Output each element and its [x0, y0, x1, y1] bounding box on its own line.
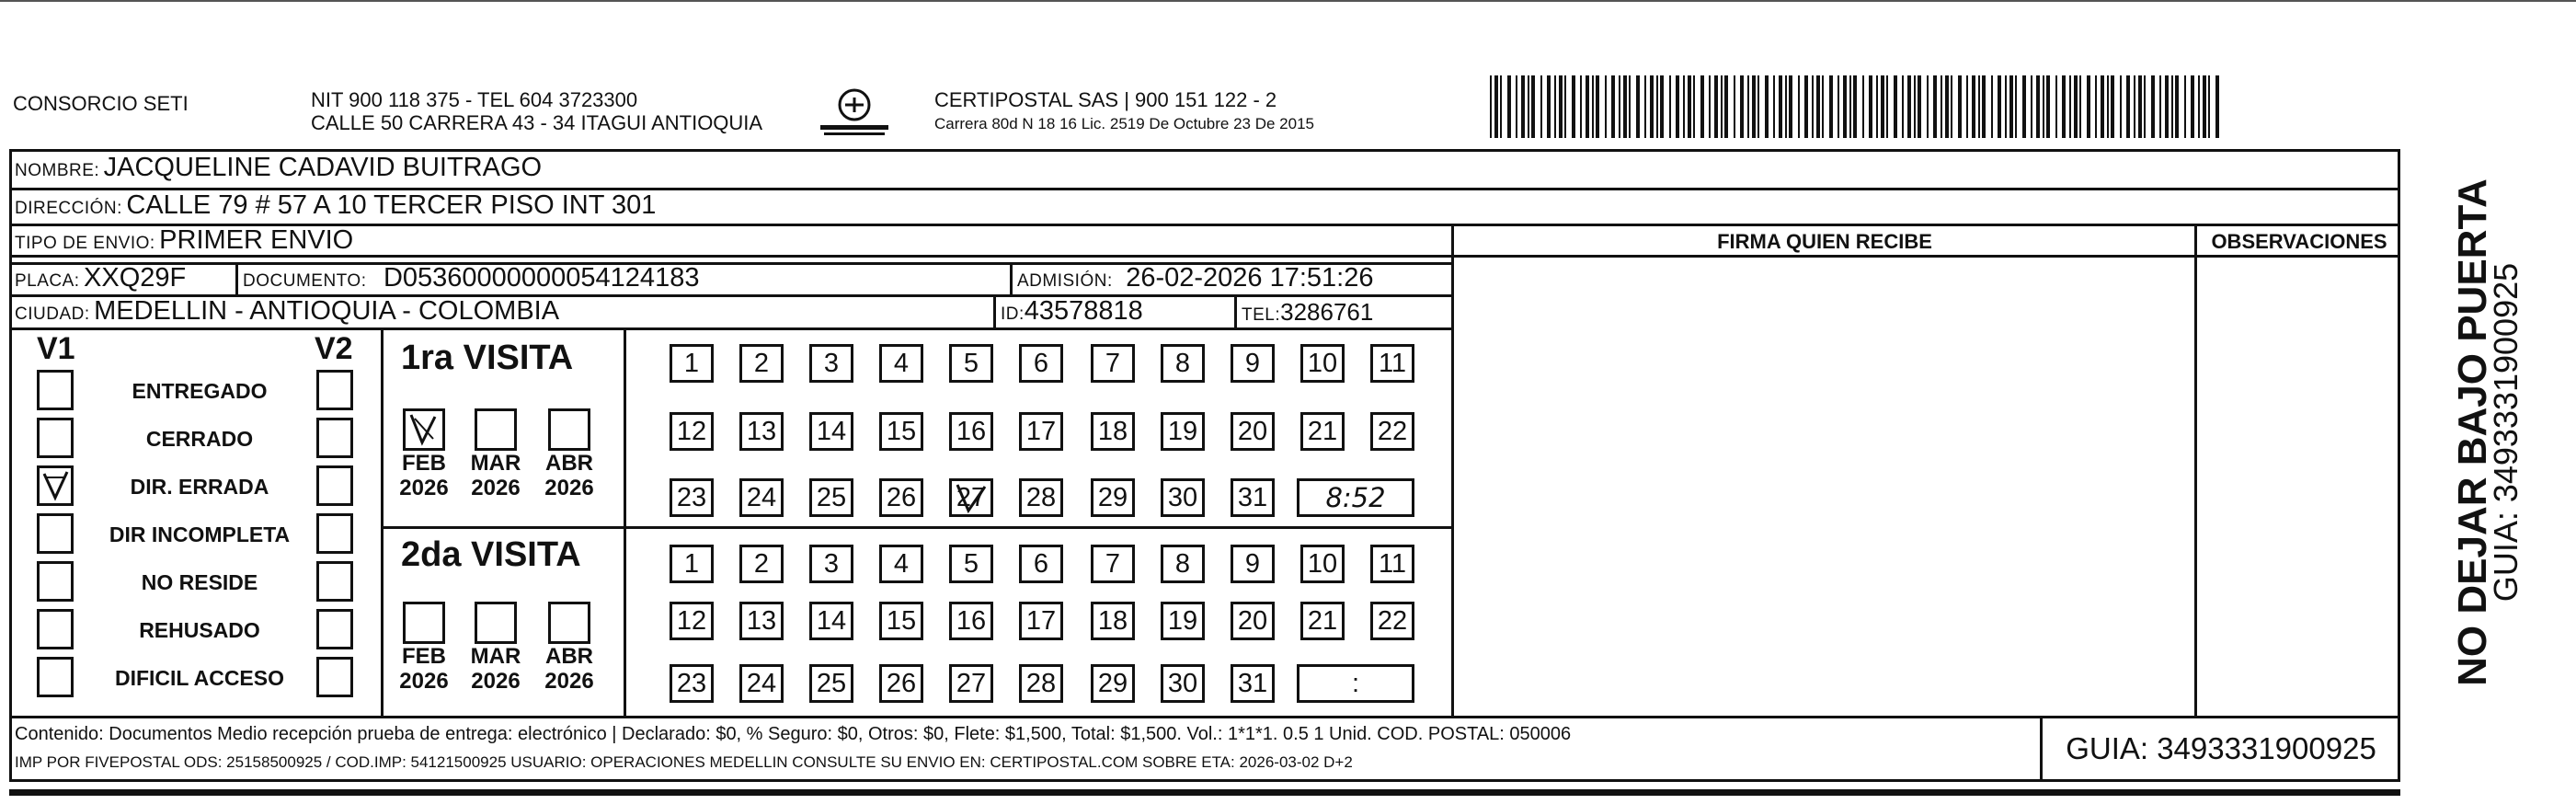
visit1-day-9[interactable]: 9 — [1231, 344, 1275, 383]
barcode-bar — [1876, 75, 1878, 138]
month-name: ABR — [545, 644, 593, 669]
tel-cell — [1242, 298, 1373, 327]
status-label-1: ENTREGADO — [132, 379, 268, 403]
barcode-bar — [2095, 75, 2097, 138]
visit1-day-12[interactable]: 12 — [670, 412, 714, 451]
documento-value: D05360000000054124183 — [383, 263, 700, 293]
ciudad-label: CIUDAD: — [15, 304, 90, 324]
barcode-bar — [2046, 75, 2050, 138]
visit2-day-22[interactable]: 22 — [1370, 602, 1414, 640]
bottom-edge-line — [9, 789, 2400, 796]
barcode-bar — [2198, 75, 2200, 138]
first-visit-title: 1ra VISITA — [401, 339, 574, 377]
barcode-bar — [2101, 75, 2104, 138]
visit2-day-19[interactable]: 19 — [1161, 602, 1205, 640]
barcode-bar — [2165, 75, 2169, 138]
v1-checkbox-5[interactable] — [37, 561, 74, 602]
barcode-bar — [2134, 75, 2135, 138]
check-mark-icon — [954, 481, 992, 514]
barcode-bar — [1907, 75, 1911, 138]
barcode-bar — [1982, 75, 1986, 138]
barcode-bar — [1500, 75, 1502, 138]
certipostal-line: CERTIPOSTAL SAS | 900 151 122 - 2 — [934, 88, 1277, 111]
day-number: 27 — [956, 483, 987, 512]
footer-content-line: Contenido: Documentos Medio recepción prueba de entrega: electrónico | Declarado: $0, % Seguro: $0, Otros: $0, Flete: $1,500, Total: $1,500. Vol.: 1*1*1. 0.5 1 Unid. COD. POSTAL: 050006 — [15, 724, 1572, 744]
visit1-day-23[interactable]: 23 — [670, 478, 714, 517]
barcode-bar — [1521, 75, 1525, 138]
check-mark-icon — [40, 468, 71, 503]
barcode-bar — [2079, 75, 2081, 138]
visit2-day-10[interactable]: 10 — [1300, 545, 1345, 583]
firma-header: FIRMA QUIEN RECIBE — [1717, 230, 1932, 253]
visit1-day-26[interactable]: 26 — [879, 478, 923, 517]
barcode-bar — [1757, 75, 1759, 138]
side-guia: GUIA: 3493331900925 — [2487, 262, 2524, 603]
visit1-month-box-abr[interactable] — [548, 408, 590, 451]
visit2-day-31[interactable]: 31 — [1231, 664, 1275, 703]
month-year: 2026 — [544, 476, 594, 500]
tel-value: 3286761 — [1280, 298, 1374, 326]
observaciones-area[interactable] — [2198, 258, 2399, 714]
barcode-bar — [2191, 75, 2194, 138]
visit1-day-13[interactable]: 13 — [739, 412, 784, 451]
visit1-month-label-feb — [392, 451, 456, 500]
admision-value: 26-02-2026 17:51:26 — [1126, 263, 1374, 293]
visit1-day-6[interactable]: 6 — [1019, 344, 1063, 383]
second-visit-title: 2da VISITA — [401, 535, 581, 574]
month-name: MAR — [470, 451, 521, 476]
visit1-day-2[interactable]: 2 — [739, 344, 784, 383]
barcode-bar — [1998, 75, 2001, 138]
observaciones-header: OBSERVACIONES — [2211, 230, 2387, 253]
visit2-day-21[interactable]: 21 — [1300, 602, 1345, 640]
address-line: CALLE 50 CARRERA 43 - 34 ITAGUI ANTIOQUIA — [311, 111, 763, 134]
visit1-month-label-mar — [464, 451, 528, 500]
barcode-bar — [2055, 75, 2057, 138]
visit2-month-label-mar — [464, 644, 528, 694]
id-label: ID: — [1001, 304, 1025, 324]
barcode-bar — [2171, 75, 2173, 138]
visit1-month-box-mar[interactable] — [475, 408, 517, 451]
barcode-bar — [1693, 75, 1695, 138]
barcode-bar — [1798, 75, 1800, 138]
visit1-day-21[interactable]: 21 — [1300, 412, 1345, 451]
barcode-bar — [1829, 75, 1833, 138]
barcode-bar — [1605, 75, 1607, 138]
status-label-3: DIR. ERRADA — [130, 475, 269, 499]
barcode-bar — [1869, 75, 1872, 138]
observaciones-column-divider — [2194, 224, 2197, 716]
barcode-bar — [2175, 75, 2179, 138]
barcode-bar — [2036, 75, 2040, 138]
visit2-day-7[interactable]: 7 — [1091, 545, 1135, 583]
v1-label: V1 — [37, 331, 75, 366]
tipo-label: TIPO DE ENVIO: — [15, 234, 155, 253]
v1-checkbox-3[interactable] — [37, 465, 74, 506]
direccion-value: CALLE 79 # 57 A 10 TERCER PISO INT 301 — [126, 190, 657, 220]
barcode-bar — [1785, 75, 1787, 138]
barcode-bar — [1765, 75, 1769, 138]
certipostal-logo — [815, 86, 894, 144]
status-label-5: NO RESIDE — [141, 570, 258, 594]
visit2-day-3[interactable]: 3 — [809, 545, 853, 583]
visit2-month-label-abr — [537, 644, 601, 694]
barcode-bar — [1494, 75, 1498, 138]
tipo-value: PRIMER ENVIO — [159, 225, 354, 255]
cell-divider — [235, 262, 238, 294]
barcode-bar — [2184, 75, 2186, 138]
barcode-bar — [1978, 75, 1980, 138]
visit2-month-box-abr[interactable] — [548, 602, 590, 644]
id-value: 43578818 — [1024, 296, 1143, 326]
barcode-bar — [1933, 75, 1937, 138]
placa-label: PLACA: — [15, 271, 80, 291]
visit1-day-22[interactable]: 22 — [1370, 412, 1414, 451]
barcode-bar — [1779, 75, 1782, 138]
barcode-bar — [1902, 75, 1904, 138]
barcode-bar — [1941, 75, 1942, 138]
barcode-bar — [1688, 75, 1691, 138]
barcode-bar — [1564, 75, 1566, 138]
visit2-day-8[interactable]: 8 — [1161, 545, 1205, 583]
visit1-day-19[interactable]: 19 — [1161, 412, 1205, 451]
v2-checkbox-6[interactable] — [316, 609, 353, 649]
nombre-value: JACQUELINE CADAVID BUITRAGO — [103, 153, 543, 182]
visit1-day-30[interactable]: 30 — [1161, 478, 1205, 517]
documento-label: DOCUMENTO: — [243, 271, 367, 291]
barcode-bar — [1822, 75, 1824, 138]
barcode-bar — [1516, 75, 1517, 138]
barcode-bar — [1636, 75, 1640, 138]
barcode-bar — [1700, 75, 1704, 138]
visit2-day-11[interactable]: 11 — [1370, 545, 1414, 583]
visit1-day-4[interactable]: 4 — [879, 344, 923, 383]
barcode-bar — [1918, 75, 1921, 138]
barcode-bar — [1747, 75, 1749, 138]
visit2-day-12[interactable]: 12 — [670, 602, 714, 640]
status-label-6: REHUSADO — [139, 618, 260, 642]
v1-checkbox-2[interactable] — [37, 418, 74, 458]
barcode-bar — [1714, 75, 1718, 138]
barcode-bar — [1669, 75, 1671, 138]
barcode-bar — [1528, 75, 1529, 138]
visit2-day-25[interactable]: 25 — [809, 664, 853, 703]
barcode-bar — [1838, 75, 1839, 138]
placa-cell — [15, 263, 186, 293]
barcode-bar — [1945, 75, 1949, 138]
barcode-bar — [1490, 75, 1492, 138]
v2-checkbox-4[interactable] — [316, 513, 353, 554]
visit2-day-18[interactable]: 18 — [1091, 602, 1135, 640]
barcode-bar — [1629, 75, 1631, 138]
row-divider — [9, 327, 1451, 330]
visit2-day-27[interactable]: 27 — [949, 664, 993, 703]
tipo-row — [15, 225, 353, 256]
barcode-bar — [1507, 75, 1511, 138]
nit-line: NIT 900 118 375 - TEL 604 3723300 — [311, 88, 638, 111]
barcode-bar — [2005, 75, 2007, 138]
barcode-bar — [2138, 75, 2142, 138]
barcode-bar — [1580, 75, 1582, 138]
barcode-bar — [1531, 75, 1535, 138]
visit1-day-24[interactable]: 24 — [739, 478, 784, 517]
barcode-bar — [2031, 75, 2032, 138]
footer-guia-divider — [2040, 716, 2043, 782]
row-divider — [9, 224, 2400, 226]
visit1-day-14[interactable]: 14 — [809, 412, 853, 451]
month-year: 2026 — [471, 476, 521, 500]
barcode-bar — [2087, 75, 2090, 138]
v2-label: V2 — [315, 331, 353, 366]
barcode-bar — [1812, 75, 1814, 138]
visit1-day-17[interactable]: 17 — [1019, 412, 1063, 451]
company-name: CONSORCIO SETI — [13, 92, 189, 115]
barcode-bar — [1972, 75, 1975, 138]
month-name: MAR — [470, 644, 521, 669]
barcode-bar — [1734, 75, 1735, 138]
barcode-bar — [2159, 75, 2161, 138]
barcode-bar — [1611, 75, 1615, 138]
v2-checkbox-2[interactable] — [316, 418, 353, 458]
firma-column-divider — [1451, 224, 1454, 716]
visit2-day-15[interactable]: 15 — [879, 602, 923, 640]
direccion-label: DIRECCIÓN: — [15, 199, 122, 218]
side-warning: NO DEJAR BAJO PUERTA — [2450, 178, 2495, 686]
visit2-day-16[interactable]: 16 — [949, 602, 993, 640]
v2-checkbox-1[interactable] — [316, 370, 353, 410]
barcode-bar — [1853, 75, 1857, 138]
visit1-day-8[interactable]: 8 — [1161, 344, 1205, 383]
barcode-bar — [1740, 75, 1744, 138]
ciudad-value: MEDELLIN - ANTIOQUIA - COLOMBIA — [94, 296, 560, 326]
barcode-bar — [2043, 75, 2044, 138]
visit2-day-5[interactable]: 5 — [949, 545, 993, 583]
barcode-bar — [1554, 75, 1556, 138]
barcode-bar — [1804, 75, 1808, 138]
visit2-day-1[interactable]: 1 — [670, 545, 714, 583]
barcode-bar — [1656, 75, 1658, 138]
admision-label: ADMISIÓN: — [1017, 271, 1113, 291]
visit2-month-box-mar[interactable] — [475, 602, 517, 644]
tel-label: TEL: — [1242, 305, 1281, 325]
barcode-bar — [1958, 75, 1962, 138]
visit2-day-2[interactable]: 2 — [739, 545, 784, 583]
side-vertical-block — [2410, 175, 2524, 690]
visit2-day-28[interactable]: 28 — [1019, 664, 1063, 703]
barcode-bar — [2022, 75, 2026, 138]
barcode-bar — [1683, 75, 1685, 138]
barcode-bar — [1724, 75, 1728, 138]
barcode-bar — [2120, 75, 2122, 138]
admision-cell — [1017, 263, 1373, 293]
v1-checkbox-7[interactable] — [37, 657, 74, 697]
visit1-day-25[interactable]: 25 — [809, 478, 853, 517]
barcode-bar — [2069, 75, 2071, 138]
visit2-month-label-feb — [392, 644, 456, 694]
v1-checkbox-6[interactable] — [37, 609, 74, 649]
barcode-bar — [2074, 75, 2078, 138]
direccion-row — [15, 190, 656, 221]
check-mark-icon — [406, 411, 442, 448]
cell-divider — [1234, 294, 1237, 327]
barcode-bar — [2144, 75, 2146, 138]
barcode-bar — [2062, 75, 2066, 138]
barcode-bar — [1966, 75, 1968, 138]
barcode-bar — [2126, 75, 2130, 138]
barcode-bar — [1644, 75, 1646, 138]
visit2-day-9[interactable]: 9 — [1231, 545, 1275, 583]
barcode-bar — [1586, 75, 1589, 138]
barcode-bar — [1843, 75, 1847, 138]
visit1-month-box-feb[interactable] — [403, 408, 445, 451]
barcode-bar — [2015, 75, 2017, 138]
v1-checkbox-1[interactable] — [37, 370, 74, 410]
visit1-day-3[interactable]: 3 — [809, 344, 853, 383]
barcode-bar — [1721, 75, 1723, 138]
visit1-day-28[interactable]: 28 — [1019, 478, 1063, 517]
license-line: Carrera 80d N 18 16 Lic. 2519 De Octubre 23 De 2015 — [934, 115, 1314, 132]
visit1-month-label-abr — [537, 451, 601, 500]
visit2-month-box-feb[interactable] — [403, 602, 445, 644]
footer-imp-line: IMP POR FIVEPOSTAL ODS: 25158500925 / COD.IMP: 54121500925 USUARIO: OPERACIONES MEDELLIN CONSULTE SU ENVIO EN: CERTIPOSTAL.COM SOBRE ETA: 2026-03-02 D+2 — [15, 753, 1353, 771]
visit-divider — [381, 526, 1451, 529]
placa-value: XXQ29F — [84, 263, 187, 293]
barcode-bar — [1849, 75, 1851, 138]
barcode-bar — [1914, 75, 1916, 138]
v2-checkbox-7[interactable] — [316, 657, 353, 697]
barcode-bar — [1991, 75, 1993, 138]
visit2-day-24[interactable]: 24 — [739, 664, 784, 703]
nombre-row — [15, 153, 542, 183]
barcode-bar — [1894, 75, 1897, 138]
barcode-bar — [1540, 75, 1542, 138]
visit2-day-4[interactable]: 4 — [879, 545, 923, 583]
v1-checkbox-4[interactable] — [37, 513, 74, 554]
id-cell — [1001, 296, 1143, 327]
month-year: 2026 — [471, 669, 521, 694]
visit1-day-18[interactable]: 18 — [1091, 412, 1135, 451]
barcode-bar — [2009, 75, 2013, 138]
barcode-bar — [1881, 75, 1884, 138]
month-year: 2026 — [544, 669, 594, 694]
visit2-time-box[interactable]: : — [1297, 664, 1414, 703]
barcode-bar — [1862, 75, 1864, 138]
barcode-bar — [1547, 75, 1551, 138]
ciudad-cell — [15, 296, 559, 327]
visit2-day-29[interactable]: 29 — [1091, 664, 1135, 703]
visit1-day-5[interactable]: 5 — [949, 344, 993, 383]
month-year: 2026 — [399, 476, 449, 500]
barcode-bar — [2208, 75, 2210, 138]
visit1-day-10[interactable]: 10 — [1300, 344, 1345, 383]
visit2-day-20[interactable]: 20 — [1231, 602, 1275, 640]
months-divider — [624, 327, 626, 716]
month-name: FEB — [402, 644, 446, 669]
visit1-day-16[interactable]: 16 — [949, 412, 993, 451]
status-label-2: CERRADO — [145, 427, 254, 451]
barcode-bar — [2107, 75, 2109, 138]
barcode-bar — [1752, 75, 1756, 138]
v2-checkbox-3[interactable] — [316, 465, 353, 506]
barcode — [1490, 75, 2220, 140]
footer-guia-box: GUIA: 3493331900925 — [2066, 731, 2376, 765]
visit1-day-31[interactable]: 31 — [1231, 478, 1275, 517]
month-name: FEB — [402, 451, 446, 476]
barcode-bar — [1619, 75, 1620, 138]
month-year: 2026 — [399, 669, 449, 694]
documento-cell — [243, 263, 699, 293]
barcode-bar — [1592, 75, 1594, 138]
barcode-bar — [1886, 75, 1888, 138]
row-divider — [1451, 255, 2400, 258]
visit1-day-1[interactable]: 1 — [670, 344, 714, 383]
visit2-day-30[interactable]: 30 — [1161, 664, 1205, 703]
barcode-bar — [1660, 75, 1664, 138]
barcode-bar — [2111, 75, 2114, 138]
status-label-4: DIR INCOMPLETA — [109, 523, 291, 546]
visit1-day-20[interactable]: 20 — [1231, 412, 1275, 451]
barcode-bar — [1572, 75, 1575, 138]
visit1-time-box[interactable]: 8:52 — [1297, 478, 1414, 517]
barcode-bar — [1596, 75, 1599, 138]
cell-divider — [993, 294, 996, 327]
barcode-bar — [1623, 75, 1627, 138]
status-label-7: DIFICIL ACCESO — [114, 666, 284, 690]
barcode-bar — [2215, 75, 2219, 138]
visit2-day-26[interactable]: 26 — [879, 664, 923, 703]
status-divider — [381, 327, 384, 716]
barcode-bar — [2151, 75, 2155, 138]
visit1-day-27[interactable] — [949, 478, 993, 517]
nombre-label: NOMBRE: — [15, 161, 100, 180]
top-edge-line — [0, 0, 2576, 2]
visit1-day-11[interactable]: 11 — [1370, 344, 1414, 383]
barcode-bar — [1559, 75, 1563, 138]
barcode-bar — [1650, 75, 1654, 138]
barcode-bar — [1927, 75, 1929, 138]
cell-divider — [1010, 262, 1013, 294]
barcode-bar — [1773, 75, 1775, 138]
v2-checkbox-5[interactable] — [316, 561, 353, 602]
visit2-day-17[interactable]: 17 — [1019, 602, 1063, 640]
visit2-day-23[interactable]: 23 — [670, 664, 714, 703]
barcode-bar — [1789, 75, 1792, 138]
barcode-bar — [1951, 75, 1952, 138]
visit2-day-13[interactable]: 13 — [739, 602, 784, 640]
barcode-bar — [2203, 75, 2206, 138]
barcode-bar — [1709, 75, 1711, 138]
month-name: ABR — [545, 451, 593, 476]
firma-signature-area[interactable] — [1455, 258, 2192, 714]
visit2-day-6[interactable]: 6 — [1019, 545, 1063, 583]
visit1-day-15[interactable]: 15 — [879, 412, 923, 451]
barcode-bar — [1676, 75, 1679, 138]
visit1-day-7[interactable]: 7 — [1091, 344, 1135, 383]
barcode-bar — [1816, 75, 1820, 138]
visit2-day-14[interactable]: 14 — [809, 602, 853, 640]
visit1-day-29[interactable]: 29 — [1091, 478, 1135, 517]
